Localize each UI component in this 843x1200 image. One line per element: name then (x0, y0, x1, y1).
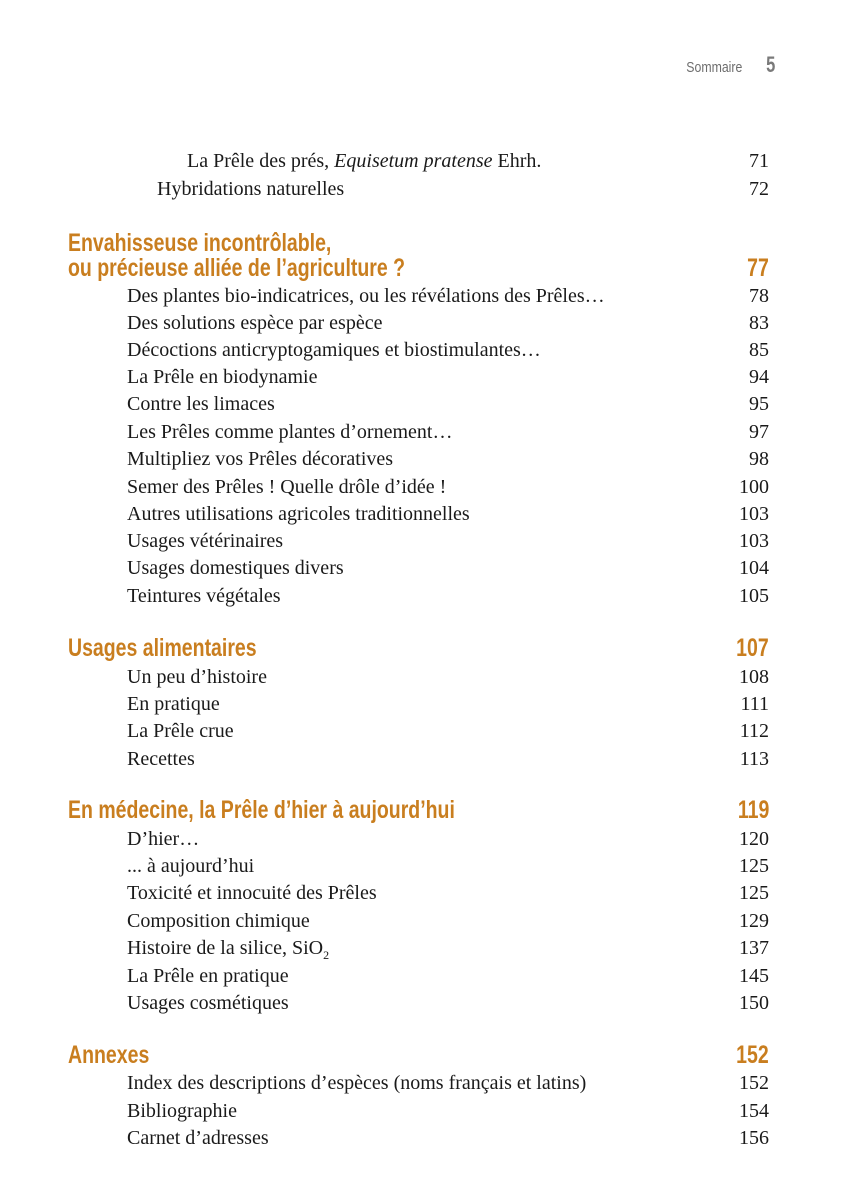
toc-entry-title: Recettes (127, 748, 195, 770)
section-heading-page: 152 (736, 1041, 769, 1069)
toc-entry-title: La Prêle des prés, Equisetum pratense Ehrh. (187, 150, 542, 172)
running-head (674, 52, 775, 78)
toc-entry-title: Composition chimique (127, 910, 310, 932)
toc-entry[interactable] (0, 555, 843, 581)
toc-entry-title: Semer des Prêles ! Quelle drôle d’idée ! (127, 476, 447, 498)
toc-entry-page: 83 (749, 312, 769, 334)
toc-entry[interactable] (0, 664, 843, 690)
toc-entry-page: 100 (739, 476, 769, 498)
toc-entry-title: Décoctions anticryptogamiques et biostimulantes… (127, 339, 541, 361)
toc-entry-page: 72 (749, 178, 769, 200)
toc-entry-page: 71 (749, 150, 769, 172)
toc-entry-page: 112 (739, 720, 769, 742)
toc-entry-title: Teintures végétales (127, 585, 281, 607)
toc-entry-page: 103 (739, 530, 769, 552)
toc-entry-page: 152 (739, 1072, 769, 1094)
page-number: 5 (765, 52, 775, 77)
toc-entry-title: La Prêle en pratique (127, 965, 289, 987)
toc-entry-title: ... à aujourd’hui (127, 855, 255, 877)
toc-entry[interactable] (0, 419, 843, 445)
toc-entry-title: Des plantes bio-indicatrices, ou les révélations des Prêles… (127, 285, 605, 307)
toc-entry[interactable] (0, 364, 843, 390)
toc-entry[interactable] (0, 446, 843, 472)
section-heading-page: 119 (737, 796, 769, 824)
toc-entry-title: Index des descriptions d’espèces (noms français et latins) (127, 1072, 587, 1094)
toc-entry-page: 156 (739, 1127, 769, 1149)
toc-entry[interactable] (0, 746, 843, 772)
toc-entry-title: Histoire de la silice, SiO$_2$ (127, 937, 330, 962)
toc-entry-page: 125 (739, 882, 769, 904)
toc-entry[interactable] (0, 474, 843, 500)
toc-entry[interactable] (0, 310, 843, 336)
toc-entry-title: Usages domestiques divers (127, 557, 344, 579)
toc-entry-page: 94 (749, 366, 769, 388)
toc-entry[interactable] (0, 501, 843, 527)
toc-entry-page: 98 (749, 448, 769, 470)
toc-entry-title: Multipliez vos Prêles décoratives (127, 448, 394, 470)
toc-entry[interactable] (0, 176, 843, 202)
toc-entry-page: 105 (739, 585, 769, 607)
toc-entry-title: D’hier… (127, 828, 200, 850)
toc-entry[interactable] (0, 963, 843, 989)
toc-entry-title: Bibliographie (127, 1100, 237, 1122)
toc-entry-page: 103 (739, 503, 769, 525)
toc-entry[interactable] (0, 148, 843, 174)
toc-entry[interactable] (0, 853, 843, 879)
toc-entry-title: Carnet d’adresses (127, 1127, 269, 1149)
toc-entry-title: Contre les limaces (127, 393, 275, 415)
toc-entry[interactable] (0, 337, 843, 363)
toc-entry-page: 111 (740, 693, 769, 715)
toc-entry-page: 154 (739, 1100, 769, 1122)
toc-entry-title: Toxicité et innocuité des Prêles (127, 882, 377, 904)
toc-entry[interactable] (0, 583, 843, 609)
section-heading-title: Usages alimentaires (68, 634, 257, 662)
toc-entry[interactable] (0, 1070, 843, 1096)
toc-entry-page: 85 (749, 339, 769, 361)
running-head-label: Sommaire (686, 59, 743, 76)
toc-entry[interactable] (0, 528, 843, 554)
toc-entry[interactable] (0, 691, 843, 717)
toc-entry-title: Hybridations naturelles (157, 178, 345, 200)
toc-entry-title: La Prêle crue (127, 720, 234, 742)
toc-entry-page: 129 (739, 910, 769, 932)
toc-entry[interactable] (0, 908, 843, 934)
toc-entry-title: Des solutions espèce par espèce (127, 312, 383, 334)
toc-entry-page: 97 (749, 421, 769, 443)
section-heading-page: 107 (736, 634, 769, 662)
section-heading-page: 77 (747, 254, 769, 282)
section-heading-title: Annexes (68, 1041, 150, 1069)
toc-entry[interactable] (0, 391, 843, 417)
toc-entry-page: 125 (739, 855, 769, 877)
toc-entry[interactable] (0, 283, 843, 309)
toc-entry-page: 104 (739, 557, 769, 579)
toc-entry-page: 113 (739, 748, 769, 770)
toc-entry-title: Usages vétérinaires (127, 530, 284, 552)
toc-entry-page: 120 (739, 828, 769, 850)
toc-entry-title: Un peu d’histoire (127, 666, 267, 688)
toc-entry-page: 78 (749, 285, 769, 307)
toc-entry-page: 108 (739, 666, 769, 688)
section-heading-title: En médecine, la Prêle d’hier à aujourd’hui (68, 796, 455, 824)
toc-entry-title: Autres utilisations agricoles traditionnelles (127, 503, 470, 525)
toc-entry-title: La Prêle en biodynamie (127, 366, 318, 388)
toc-entry-title: Usages cosmétiques (127, 992, 289, 1014)
toc-entry-page: 150 (739, 992, 769, 1014)
section-heading-title-line2: ou précieuse alliée de l’agriculture ? (68, 254, 406, 282)
section-heading-title-line1: Envahisseuse incontrôlable, (68, 229, 332, 257)
toc-entry[interactable] (0, 990, 843, 1016)
toc-entry-page: 145 (739, 965, 769, 987)
toc-entry[interactable] (0, 718, 843, 744)
toc-entry-title: En pratique (127, 693, 220, 715)
toc-entry-page: 95 (749, 393, 769, 415)
toc-entry[interactable] (0, 1098, 843, 1124)
toc-entry[interactable] (0, 826, 843, 852)
toc-entry[interactable] (0, 880, 843, 906)
toc-entry[interactable] (0, 1125, 843, 1151)
toc-entry-page: 137 (739, 937, 769, 959)
toc-entry[interactable] (0, 935, 843, 961)
toc-entry-title: Les Prêles comme plantes d’ornement… (127, 421, 453, 443)
